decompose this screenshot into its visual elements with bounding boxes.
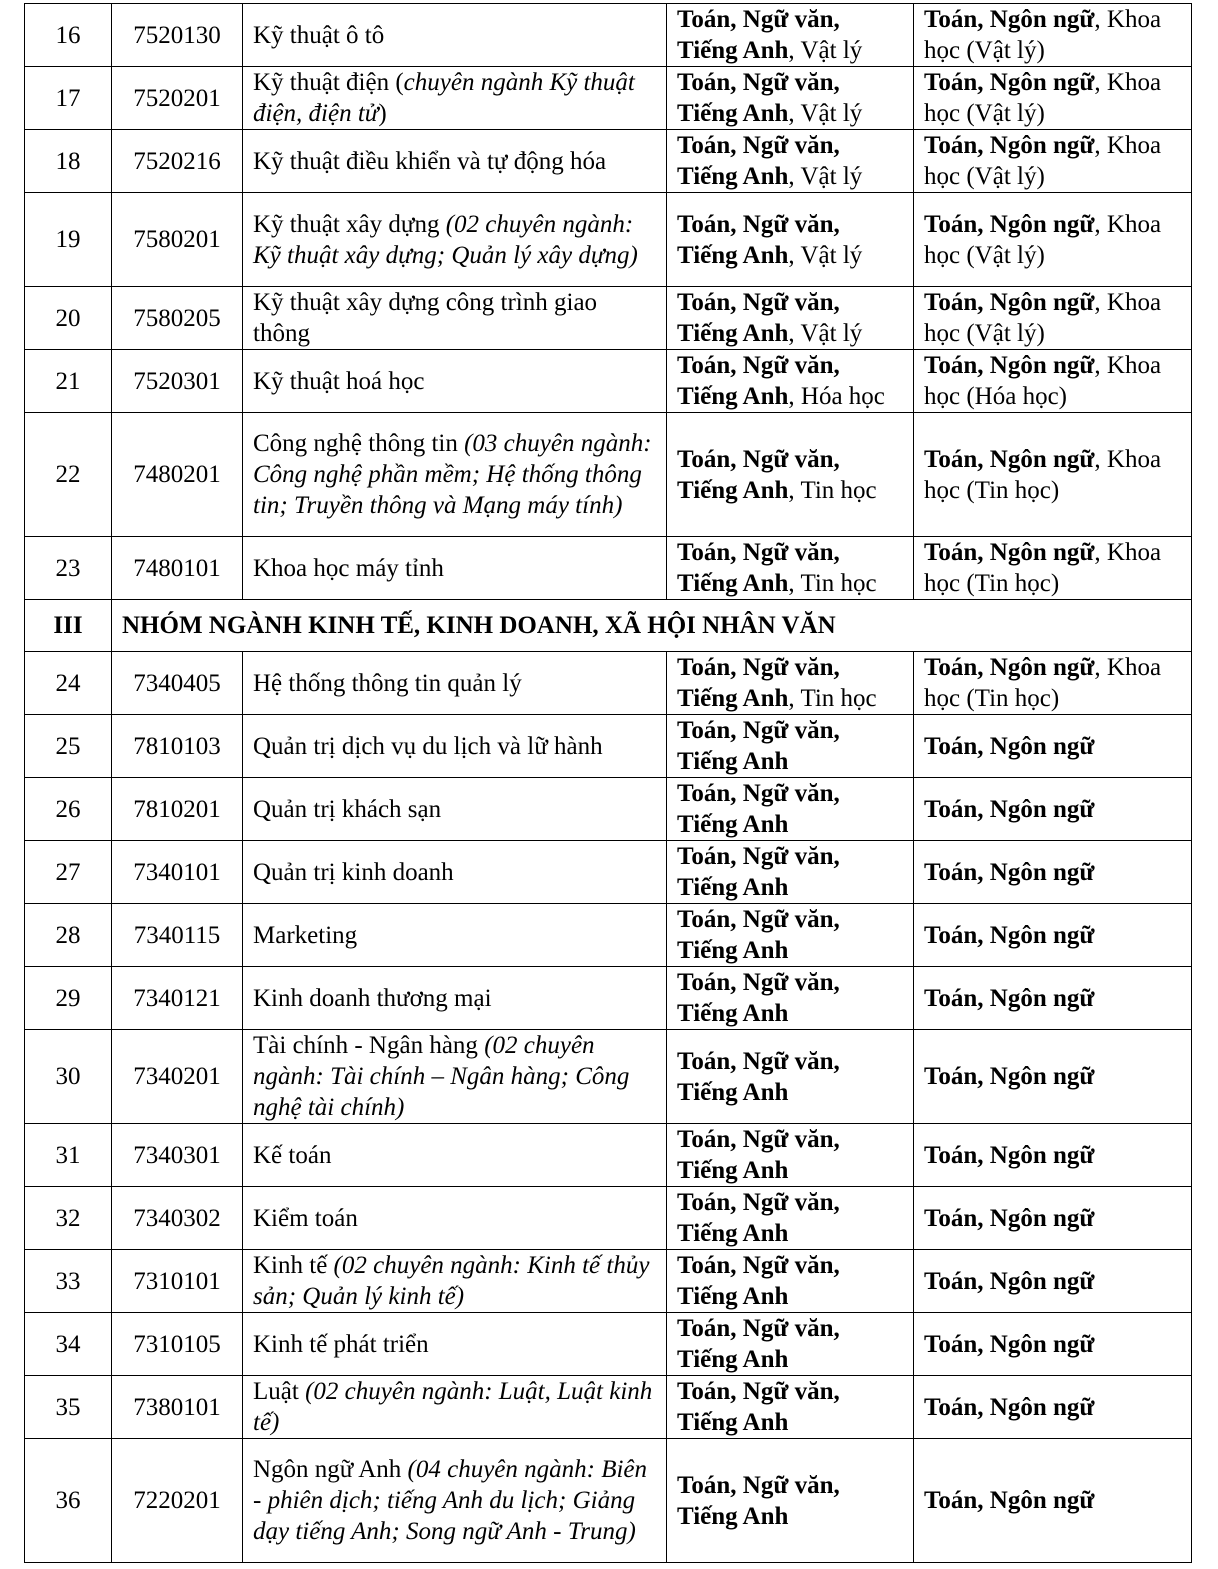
program-code: 7310101: [112, 1250, 243, 1313]
combination-2-cell: Toán, Ngôn ngữ, Khoa học (Tin học): [914, 652, 1192, 715]
combination-1-subjects: Toán, Ngữ văn, Tiếng Anh: [677, 289, 840, 347]
group-title: NHÓM NGÀNH KINH TẾ, KINH DOANH, XÃ HỘI NHÂN VĂN: [112, 600, 1192, 652]
table-body-bottom: [25, 652, 1192, 1563]
table-row: [25, 904, 1192, 967]
combination-1-elective: Hóa học: [800, 383, 885, 410]
combination-2-cell: [914, 1124, 1192, 1187]
program-name: Kinh doanh thương mại: [253, 984, 492, 1012]
row-number: 26: [25, 778, 112, 841]
group-roman: III: [25, 600, 112, 652]
program-name: Hệ thống thông tin quản lý: [253, 669, 522, 697]
table-row: [25, 350, 1192, 413]
combination-2-subjects: Toán, Ngôn ngữ: [924, 210, 1095, 238]
program-name: Kế toán: [253, 1141, 332, 1169]
program-name: Công nghệ thông tin: [253, 430, 458, 457]
combination-1-subjects: Toán, Ngữ văn, Tiếng Anh: [677, 1126, 840, 1184]
program-code: 7580201: [112, 193, 243, 287]
combination-1-cell: Toán, Ngữ văn, Tiếng Anh, Tin học: [667, 537, 914, 600]
combination-1-cell: [667, 1187, 914, 1250]
table-row: [25, 193, 1192, 287]
combination-1-elective: Tin học: [800, 570, 877, 597]
program-name: Kỹ thuật hoá học: [253, 367, 425, 395]
combination-1-cell: [667, 904, 914, 967]
row-number: 33: [25, 1250, 112, 1313]
combination-1-cell: Toán, Ngữ văn, Tiếng Anh, Tin học: [667, 652, 914, 715]
table-row: [25, 130, 1192, 193]
program-code: 7520301: [112, 350, 243, 413]
combination-1-subjects: Toán, Ngữ văn, Tiếng Anh: [677, 1315, 840, 1373]
combination-1-cell: [667, 967, 914, 1030]
program-name: Kinh tế phát triển: [253, 1330, 429, 1358]
program-code: 7340405: [112, 652, 243, 715]
program-code: 7520216: [112, 130, 243, 193]
combination-1-cell: [667, 1376, 914, 1439]
combination-1-cell: [667, 1030, 914, 1124]
combination-1-subjects: Toán, Ngữ văn, Tiếng Anh: [677, 717, 840, 775]
combination-1-elective: Vật lý: [800, 37, 863, 64]
program-note: (02 chuyên ngành: Kinh tế thủy sản; Quản lý kinh tế): [253, 1252, 650, 1310]
program-name-cell: [243, 1313, 667, 1376]
combination-1-subjects: Toán, Ngữ văn, Tiếng Anh: [677, 445, 840, 504]
combination-2-subjects: Toán, Ngôn ngữ: [924, 1204, 1095, 1232]
program-note: (02 chuyên ngành: Kỹ thuật xây dựng; Quản lý xây dựng): [253, 210, 638, 269]
program-code: 7380101: [112, 1376, 243, 1439]
program-note: (03 chuyên ngành: Công nghệ phần mềm; Hệ thống thông tin; Truyền thông và Mạng máy tính): [253, 430, 652, 519]
table-row: [25, 1439, 1192, 1563]
combination-1-cell: Toán, Ngữ văn, Tiếng Anh, Vật lý: [667, 193, 914, 287]
combination-1-cell: Toán, Ngữ văn, Tiếng Anh, Tin học: [667, 413, 914, 537]
program-name: Kinh tế: [253, 1252, 328, 1279]
row-number: 18: [25, 130, 112, 193]
combination-1-cell: [667, 841, 914, 904]
row-number: 27: [25, 841, 112, 904]
program-code: 7220201: [112, 1439, 243, 1563]
combination-1-subjects: Toán, Ngữ văn, Tiếng Anh: [677, 1378, 840, 1436]
combination-2-cell: Toán, Ngôn ngữ, Khoa học (Vật lý): [914, 287, 1192, 350]
program-code: 7340302: [112, 1187, 243, 1250]
program-name-cell: [243, 287, 667, 350]
program-name-cell: [243, 350, 667, 413]
program-code: 7520130: [112, 4, 243, 67]
combination-2-elective: Khoa học (Tin học): [924, 445, 1162, 504]
program-name-cell: [243, 1030, 667, 1124]
combination-2-subjects: Toán, Ngôn ngữ: [924, 445, 1095, 473]
program-name-cell: [243, 967, 667, 1030]
row-number: 22: [25, 413, 112, 537]
program-name-cell: [243, 778, 667, 841]
program-code: 7340115: [112, 904, 243, 967]
program-name-cell: [243, 537, 667, 600]
combination-1-elective: Tin học: [800, 685, 877, 712]
program-name-cell: [243, 130, 667, 193]
combination-2-subjects: Toán, Ngôn ngữ: [924, 352, 1095, 379]
program-name-cell: [243, 904, 667, 967]
group-row: [25, 600, 1192, 652]
row-number: 17: [25, 67, 112, 130]
program-name-cell: [243, 4, 667, 67]
program-name: Kỹ thuật điều khiển và tự động hóa: [253, 147, 607, 175]
admission-table: [24, 3, 1192, 1563]
combination-2-cell: [914, 967, 1192, 1030]
combination-2-subjects: Toán, Ngôn ngữ: [924, 1141, 1095, 1169]
program-code: 7480101: [112, 537, 243, 600]
program-name: Quản trị khách sạn: [253, 795, 442, 823]
combination-2-elective: Khoa học (Hóa học): [924, 352, 1162, 410]
combination-2-cell: Toán, Ngôn ngữ, Khoa học (Tin học): [914, 537, 1192, 600]
table-row: [25, 413, 1192, 537]
combination-1-subjects: Toán, Ngữ văn, Tiếng Anh: [677, 1471, 840, 1530]
table-row: [25, 537, 1192, 600]
program-code: 7340101: [112, 841, 243, 904]
combination-2-subjects: Toán, Ngôn ngữ: [924, 1487, 1095, 1514]
combination-2-elective: Khoa học (Vật lý): [924, 210, 1162, 269]
combination-2-cell: [914, 715, 1192, 778]
program-code: 7340301: [112, 1124, 243, 1187]
combination-1-cell: Toán, Ngữ văn, Tiếng Anh, Vật lý: [667, 130, 914, 193]
combination-1-cell: [667, 1250, 914, 1313]
combination-2-elective: Khoa học (Tin học): [924, 539, 1162, 597]
table-row: [25, 652, 1192, 715]
program-code: 7310105: [112, 1313, 243, 1376]
combination-2-subjects: Toán, Ngôn ngữ: [924, 69, 1095, 96]
program-code: 7340201: [112, 1030, 243, 1124]
program-name: Kỹ thuật xây dựng công trình giao thông: [253, 289, 598, 347]
combination-1-cell: Toán, Ngữ văn, Tiếng Anh, Vật lý: [667, 67, 914, 130]
combination-2-cell: Toán, Ngôn ngữ, Khoa học (Tin học): [914, 413, 1192, 537]
combination-1-cell: [667, 1313, 914, 1376]
combination-2-subjects: Toán, Ngôn ngữ: [924, 984, 1095, 1012]
row-number: 35: [25, 1376, 112, 1439]
combination-1-cell: [667, 715, 914, 778]
combination-1-elective: Vật lý: [800, 100, 863, 127]
combination-2-elective: Khoa học (Vật lý): [924, 132, 1162, 190]
row-number: 24: [25, 652, 112, 715]
table-row: [25, 4, 1192, 67]
program-name: Kỹ thuật ô tô: [253, 21, 385, 49]
combination-1-subjects: Toán, Ngữ văn, Tiếng Anh: [677, 1189, 840, 1247]
combination-1-subjects: Toán, Ngữ văn, Tiếng Anh: [677, 69, 840, 127]
program-name-cell: Kỹ thuật điện (chuyên ngành Kỹ thuật điện, điện tử): [243, 67, 667, 130]
table-row: [25, 1124, 1192, 1187]
program-code: 7480201: [112, 413, 243, 537]
combination-2-elective: Khoa học (Vật lý): [924, 6, 1162, 64]
row-number: 19: [25, 193, 112, 287]
combination-1-elective: Vật lý: [800, 163, 863, 190]
combination-1-elective: Vật lý: [800, 241, 863, 269]
combination-1-subjects: Toán, Ngữ văn, Tiếng Anh: [677, 780, 840, 838]
program-name-cell: [243, 1250, 667, 1313]
combination-2-cell: Toán, Ngôn ngữ, Khoa học (Vật lý): [914, 67, 1192, 130]
program-code: 7810103: [112, 715, 243, 778]
combination-1-subjects: Toán, Ngữ văn, Tiếng Anh: [677, 843, 840, 901]
program-name: Khoa học máy tỉnh: [253, 554, 444, 582]
table-row: [25, 1030, 1192, 1124]
combination-2-cell: [914, 1030, 1192, 1124]
program-name: Marketing: [253, 921, 358, 949]
program-note: (02 chuyên ngành: Luật, Luật kinh tế): [253, 1378, 653, 1436]
combination-1-cell: Toán, Ngữ văn, Tiếng Anh, Vật lý: [667, 4, 914, 67]
program-name: Kiểm toán: [253, 1204, 358, 1232]
combination-2-cell: Toán, Ngôn ngữ, Khoa học (Vật lý): [914, 4, 1192, 67]
combination-1-subjects: Toán, Ngữ văn, Tiếng Anh: [677, 1047, 840, 1106]
combination-2-subjects: Toán, Ngôn ngữ: [924, 654, 1095, 681]
group-row-container: [25, 600, 1192, 652]
combination-2-subjects: Toán, Ngôn ngữ: [924, 1063, 1095, 1090]
program-note: (04 chuyên ngành: Biên - phiên dịch; tiếng Anh du lịch; Giảng dạy tiếng Anh; Song ngữ Anh - Trung): [253, 1456, 648, 1545]
table-body-top: [25, 4, 1192, 600]
table-row: [25, 1187, 1192, 1250]
row-number: 25: [25, 715, 112, 778]
combination-2-cell: [914, 778, 1192, 841]
table-row: [25, 1313, 1192, 1376]
combination-1-elective: Vật lý: [800, 320, 863, 347]
combination-2-subjects: Toán, Ngôn ngữ: [924, 289, 1095, 316]
combination-2-subjects: Toán, Ngôn ngữ: [924, 1393, 1095, 1421]
row-number: 28: [25, 904, 112, 967]
row-number: 16: [25, 4, 112, 67]
table-row: [25, 715, 1192, 778]
program-name: Ngôn ngữ Anh: [253, 1456, 402, 1483]
combination-1-cell: Toán, Ngữ văn, Tiếng Anh, Vật lý: [667, 287, 914, 350]
combination-2-subjects: Toán, Ngôn ngữ: [924, 1330, 1095, 1358]
row-number: 34: [25, 1313, 112, 1376]
program-name-cell: [243, 193, 667, 287]
table-row: [25, 67, 1192, 130]
program-name: Kỹ thuật xây dựng: [253, 210, 440, 238]
combination-1-subjects: Toán, Ngữ văn, Tiếng Anh: [677, 132, 840, 190]
combination-2-subjects: Toán, Ngôn ngữ: [924, 858, 1095, 886]
combination-2-subjects: Toán, Ngôn ngữ: [924, 132, 1095, 159]
row-number: 31: [25, 1124, 112, 1187]
program-name: Quản trị dịch vụ du lịch và lữ hành: [253, 732, 603, 760]
table-row: [25, 778, 1192, 841]
combination-2-subjects: Toán, Ngôn ngữ: [924, 795, 1095, 823]
combination-1-cell: [667, 1124, 914, 1187]
combination-2-subjects: Toán, Ngôn ngữ: [924, 1267, 1095, 1295]
combination-2-elective: Khoa học (Vật lý): [924, 289, 1162, 347]
row-number: 21: [25, 350, 112, 413]
program-name-cell: [243, 841, 667, 904]
program-name-cell: [243, 652, 667, 715]
combination-2-cell: Toán, Ngôn ngữ, Khoa học (Vật lý): [914, 193, 1192, 287]
program-name-cell: [243, 1187, 667, 1250]
program-name: Luật: [253, 1378, 299, 1405]
combination-2-subjects: Toán, Ngôn ngữ: [924, 732, 1095, 760]
combination-2-cell: [914, 1187, 1192, 1250]
combination-2-subjects: Toán, Ngôn ngữ: [924, 921, 1095, 949]
combination-1-cell: [667, 1439, 914, 1563]
combination-2-elective: Khoa học (Tin học): [924, 654, 1162, 712]
program-name: Quản trị kinh doanh: [253, 858, 454, 886]
row-number: 20: [25, 287, 112, 350]
program-name-cell: [243, 1439, 667, 1563]
program-name-cell: [243, 1124, 667, 1187]
program-name-cell: [243, 413, 667, 537]
row-number: 36: [25, 1439, 112, 1563]
combination-1-subjects: Toán, Ngữ văn, Tiếng Anh: [677, 352, 840, 410]
combination-2-cell: [914, 904, 1192, 967]
combination-1-subjects: Toán, Ngữ văn, Tiếng Anh: [677, 539, 840, 597]
program-name: Kỹ thuật điện: [253, 69, 390, 96]
program-code: 7810201: [112, 778, 243, 841]
program-note: chuyên ngành Kỹ thuật điện, điện tử: [253, 69, 635, 127]
program-name-cell: [243, 715, 667, 778]
combination-2-subjects: Toán, Ngôn ngữ: [924, 6, 1095, 33]
combination-2-subjects: Toán, Ngôn ngữ: [924, 539, 1095, 566]
program-name-cell: [243, 1376, 667, 1439]
combination-2-elective: Khoa học (Vật lý): [924, 69, 1162, 127]
row-number: 30: [25, 1030, 112, 1124]
table-row: [25, 1376, 1192, 1439]
combination-1-subjects: Toán, Ngữ văn, Tiếng Anh: [677, 210, 840, 269]
table-row: [25, 967, 1192, 1030]
combination-2-cell: [914, 1439, 1192, 1563]
row-number: 23: [25, 537, 112, 600]
table-row: [25, 841, 1192, 904]
row-number: 29: [25, 967, 112, 1030]
combination-2-cell: Toán, Ngôn ngữ, Khoa học (Hóa học): [914, 350, 1192, 413]
table-row: [25, 1250, 1192, 1313]
combination-1-elective: Tin học: [800, 476, 877, 504]
combination-2-cell: [914, 841, 1192, 904]
combination-1-subjects: Toán, Ngữ văn, Tiếng Anh: [677, 654, 840, 712]
combination-1-subjects: Toán, Ngữ văn, Tiếng Anh: [677, 6, 840, 64]
combination-2-cell: Toán, Ngôn ngữ, Khoa học (Vật lý): [914, 130, 1192, 193]
program-note: (02 chuyên ngành: Tài chính – Ngân hàng; Công nghệ tài chính): [253, 1032, 630, 1121]
combination-1-cell: [667, 778, 914, 841]
program-name: Tài chính - Ngân hàng: [253, 1032, 478, 1059]
combination-2-cell: [914, 1376, 1192, 1439]
combination-1-subjects: Toán, Ngữ văn, Tiếng Anh: [677, 969, 840, 1027]
combination-1-subjects: Toán, Ngữ văn, Tiếng Anh: [677, 906, 840, 964]
row-number: 32: [25, 1187, 112, 1250]
program-code: 7520201: [112, 67, 243, 130]
program-code: 7340121: [112, 967, 243, 1030]
combination-1-subjects: Toán, Ngữ văn, Tiếng Anh: [677, 1252, 840, 1310]
table-row: [25, 287, 1192, 350]
program-code: 7580205: [112, 287, 243, 350]
combination-1-cell: Toán, Ngữ văn, Tiếng Anh, Hóa học: [667, 350, 914, 413]
combination-2-cell: [914, 1250, 1192, 1313]
combination-2-cell: [914, 1313, 1192, 1376]
